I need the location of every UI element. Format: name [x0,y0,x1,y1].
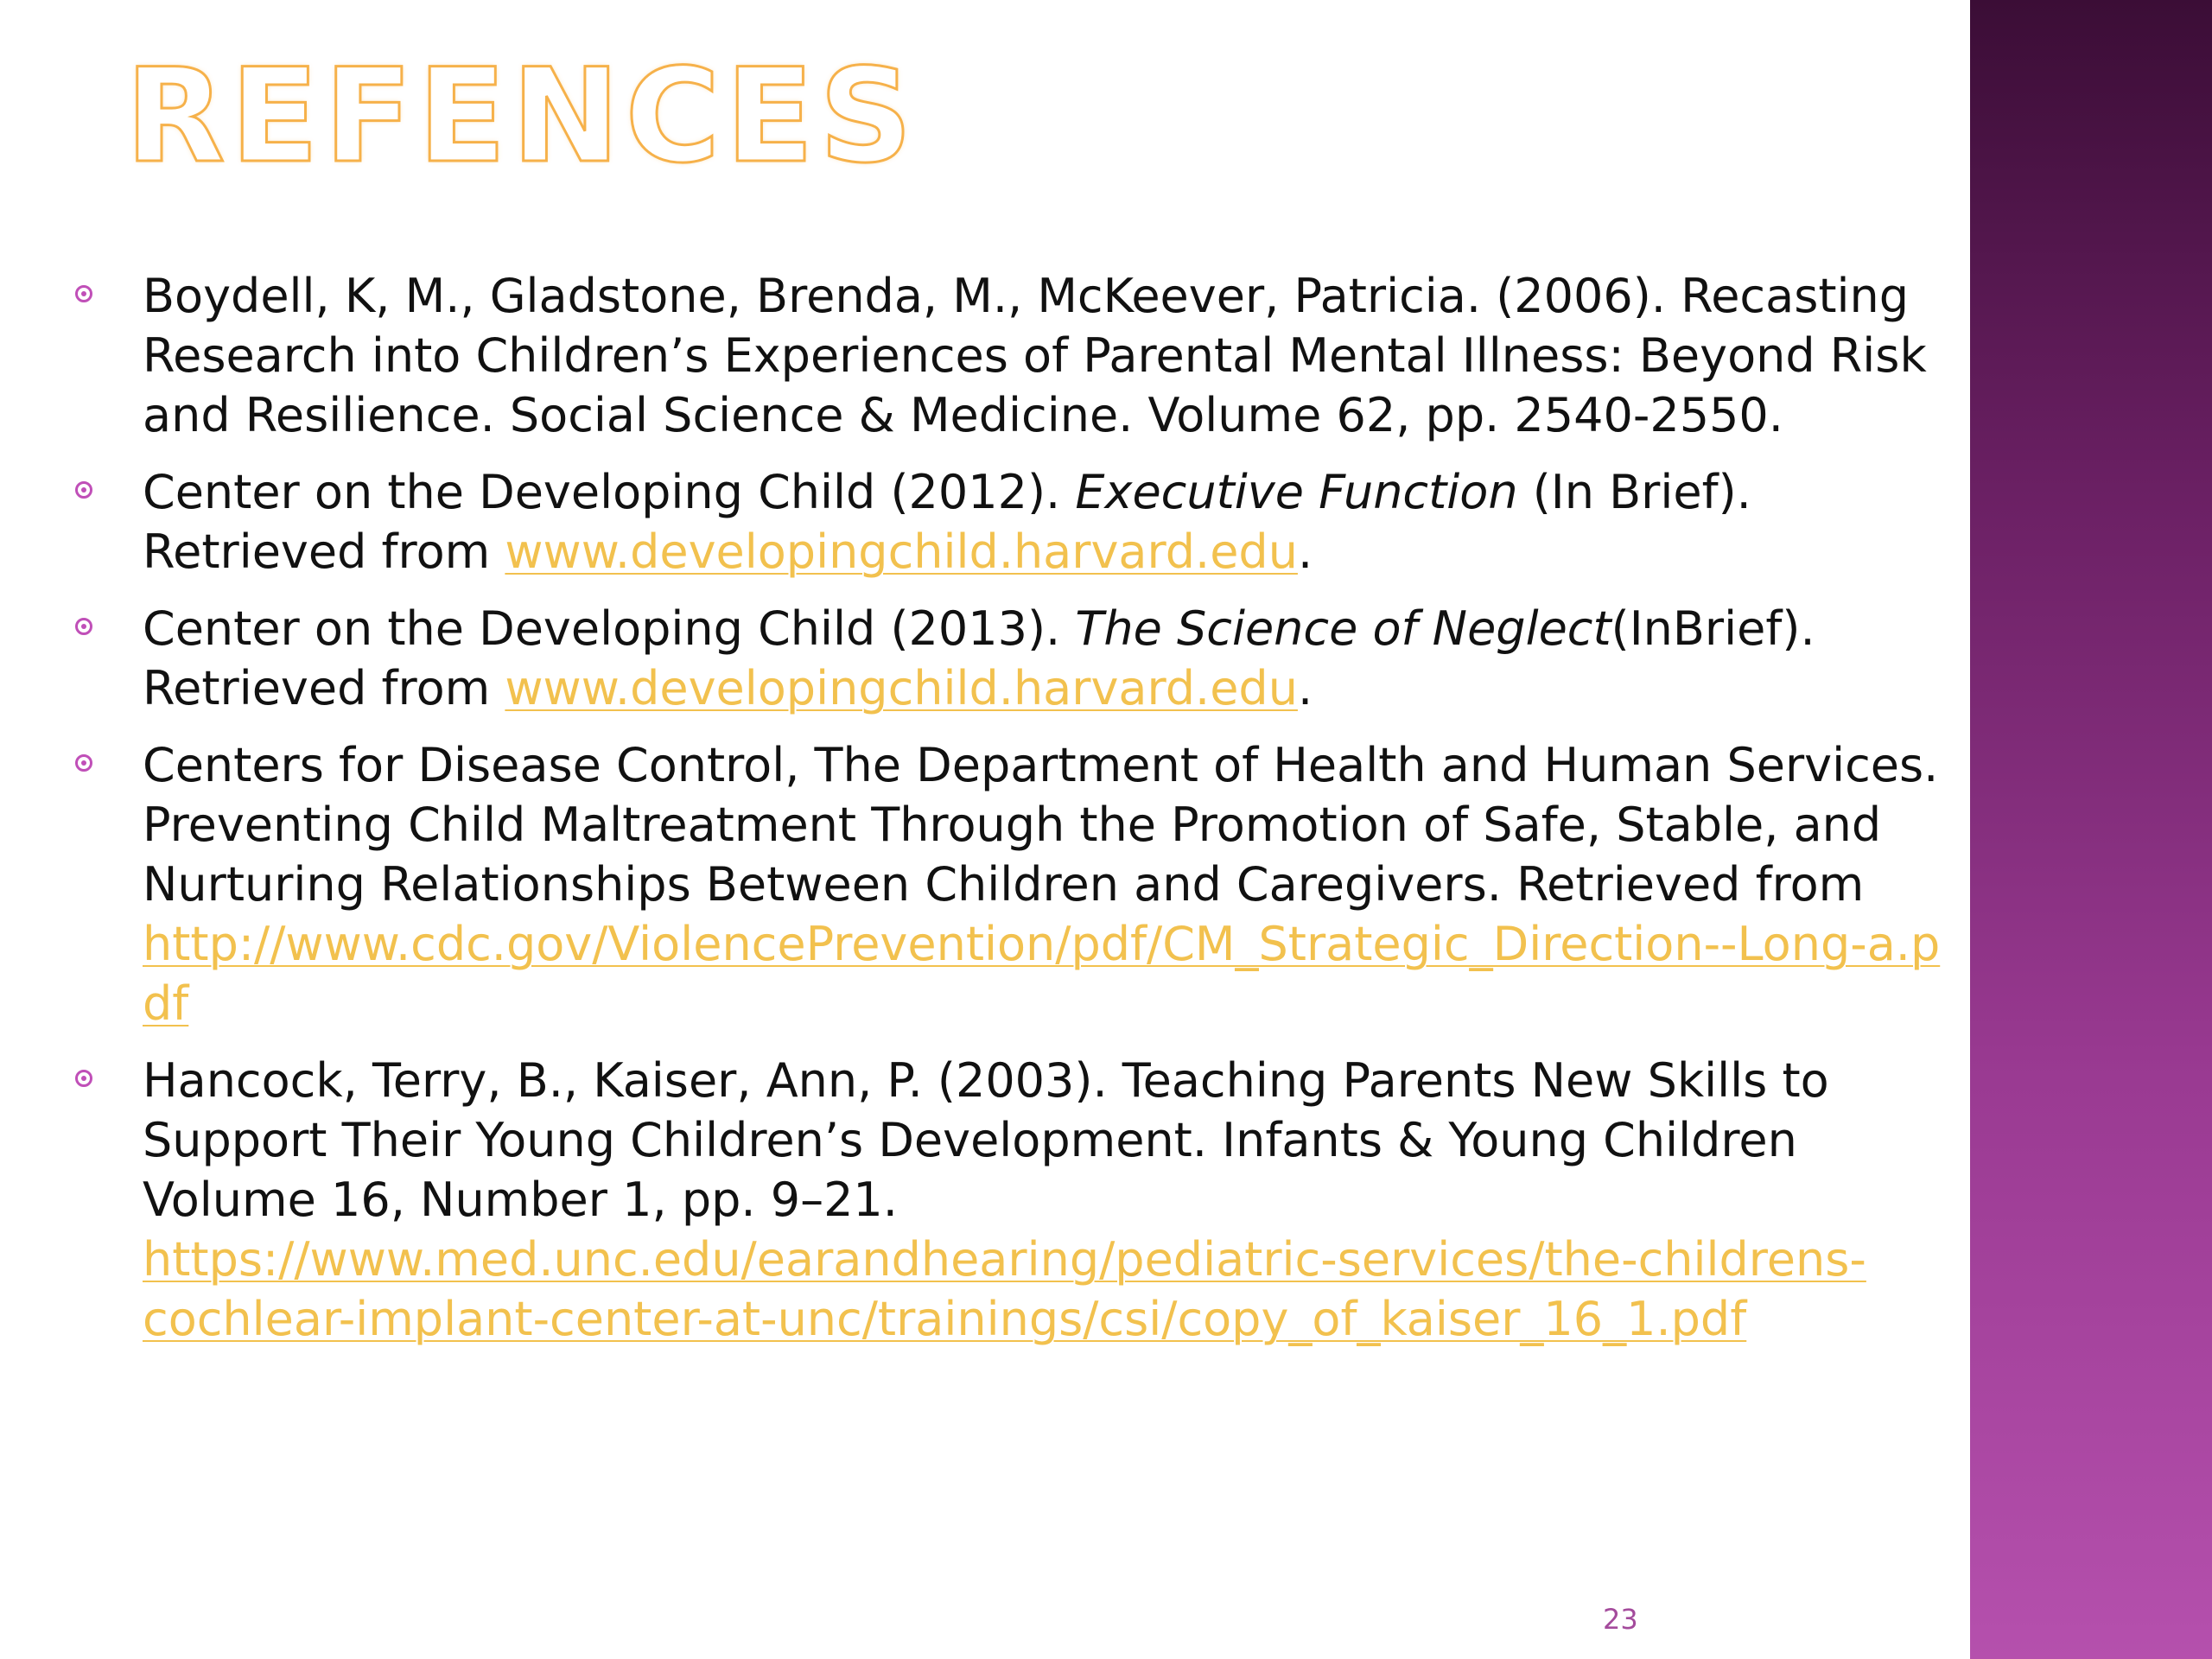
reference-text: (InBrief). Retrieved from [143,601,1815,715]
circled-dot-bullet-icon [75,1070,92,1087]
reference-title-italic: The Science of Neglect [1075,601,1611,656]
reference-text: . [1297,661,1313,715]
reference-text: Hancock, Terry, B., Kaiser, Ann, P. (2003). Teaching Parents New Skills to Support Their Young Children’s Development. Infants & Young Children Volume 16, Number 1, pp. 9–21. [143,1053,1829,1227]
reference-text: . [1297,524,1313,579]
reference-link[interactable]: http://www.cdc.gov/ViolencePrevention/pdf/CM_Strategic_Direction--Long-a.pdf [143,917,1941,1031]
reference-text: Center on the Developing Child (2012). [143,465,1076,519]
slide-title: REFENCES [125,41,918,192]
reference-item [73,462,1957,582]
reference-item [73,735,1957,1033]
reference-title-italic: Executive Function [1075,465,1518,519]
reference-text: Boydell, K, M., Gladstone, Brenda, M., McKeever, Patricia. (2006). Recasting Research into Children’s Experiences of Parental Mental Illness: Beyond Risk and Resilience. Social Science & Medicine. Volume 62, pp. 2540-2550. [143,269,1927,442]
reference-link[interactable]: https://www.med.unc.edu/earandhearing/pediatric-services/the-childrens-cochlear-implant-center-at-unc/trainings/csi/copy_of_kaiser_16_1.pdf [143,1232,1866,1346]
reference-text: Center on the Developing Child (2013). [143,601,1076,656]
reference-item [73,1051,1957,1349]
reference-item [73,266,1957,445]
reference-list [73,266,1957,1366]
circled-dot-bullet-icon [75,481,92,499]
reference-item [73,599,1957,718]
decorative-side-band [1970,0,2212,1659]
circled-dot-bullet-icon [75,754,92,772]
reference-text: Centers for Disease Control, The Department of Health and Human Services. Preventing Child Maltreatment Through the Promotion of Safe, Stable, and Nurturing Relationships Between Children and Caregivers. Retrieved from [143,738,1939,912]
reference-text: (In Brief). Retrieved from [143,465,1751,579]
circled-dot-bullet-icon [75,285,92,302]
page-number: 23 [1603,1603,1638,1636]
reference-link[interactable]: www.developingchild.harvard.edu [505,661,1298,715]
reference-link[interactable]: www.developingchild.harvard.edu [505,524,1298,579]
circled-dot-bullet-icon [75,618,92,635]
